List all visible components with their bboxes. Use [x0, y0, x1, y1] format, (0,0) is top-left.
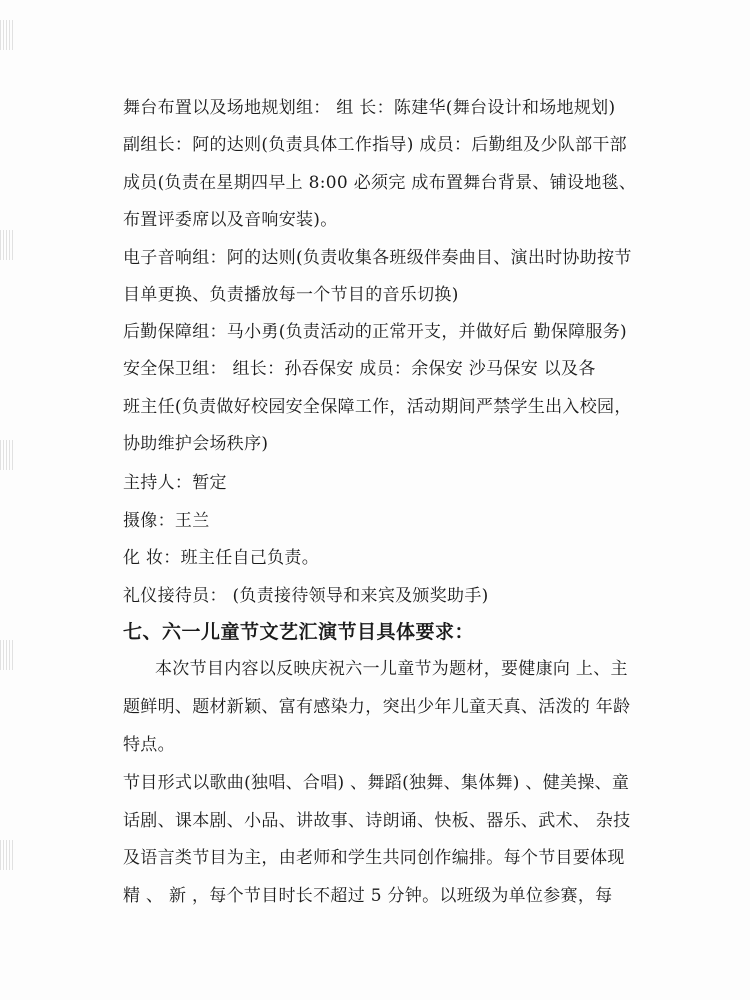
section-heading: 七、六一儿童节文艺汇演节目具体要求：	[123, 621, 475, 643]
text-line-camera: 摄像：王兰	[123, 511, 210, 531]
paragraph-2-line: 及语言类节目为主，由老师和学生共同创作编排。每个节目要体现	[123, 848, 625, 868]
text-line-host: 主持人：暂定	[123, 473, 227, 493]
scan-edge-mark	[0, 230, 14, 260]
text-line-security-group: 安全保卫组： 组长：孙吞保安 成员：余保安 沙马保安 以及各	[123, 359, 596, 379]
paragraph-1-line: 特点。	[123, 735, 175, 755]
paragraph-1-line: 题鲜明、题材新颖、富有感染力，突出少年儿童天真、活泼的 年龄	[123, 697, 631, 717]
paragraph-2-line: 节目形式以歌曲(独唱、合唱) 、舞蹈(独舞、集体舞) 、健美操、童	[123, 773, 630, 793]
paragraph-1-line: 本次节目内容以反映庆祝六一儿童节为题材，要健康向 上、主	[155, 659, 628, 679]
paragraph-2-line: 精 、 新 ，每个节目时长不超过 5 分钟。以班级为单位参赛，每	[123, 886, 613, 906]
text-line-audio-duty: 目单更换、负责播放每一个节目的音乐切换)	[123, 285, 459, 305]
paragraph-2-line: 话剧、课本剧、小品、讲故事、诗朗诵、快板、器乐、武术、 杂技	[123, 811, 631, 831]
scan-edge-mark	[0, 440, 14, 470]
text-line-stage-group: 舞台布置以及场地规划组： 组 长：陈建华(舞台设计和场地规划)	[123, 98, 616, 118]
text-line-makeup: 化 妆：班主任自己负责。	[123, 548, 320, 568]
text-line-setup: 布置评委席以及音响安装)。	[123, 210, 338, 230]
text-line-members-duty: 成员(负责在星期四早上 8:00 必须完 成布置舞台背景、铺设地毯、	[123, 173, 637, 193]
scan-edge-mark	[0, 640, 14, 670]
text-line-deputy-leader: 副组长：阿的达则(负责具体工作指导) 成员：后勤组及少队部干部	[123, 135, 627, 155]
text-line-security-duty: 班主任(负责做好校园安全保障工作，活动期间严禁学生出入校园，	[123, 397, 632, 417]
scan-edge-mark	[0, 840, 14, 870]
text-line-audio-group: 电子音响组：阿的达则(负责收集各班级伴奏曲目、演出时协助按节	[123, 248, 632, 268]
text-line-logistics-group: 后勤保障组：马小勇(负责活动的正常开支，并做好后 勤保障服务)	[123, 322, 627, 342]
scan-edge-mark	[0, 20, 14, 50]
text-line-reception: 礼仪接待员： (负责接待领导和来宾及颁奖助手)	[123, 586, 489, 606]
text-line-security-order: 协助维护会场秩序)	[123, 434, 269, 454]
